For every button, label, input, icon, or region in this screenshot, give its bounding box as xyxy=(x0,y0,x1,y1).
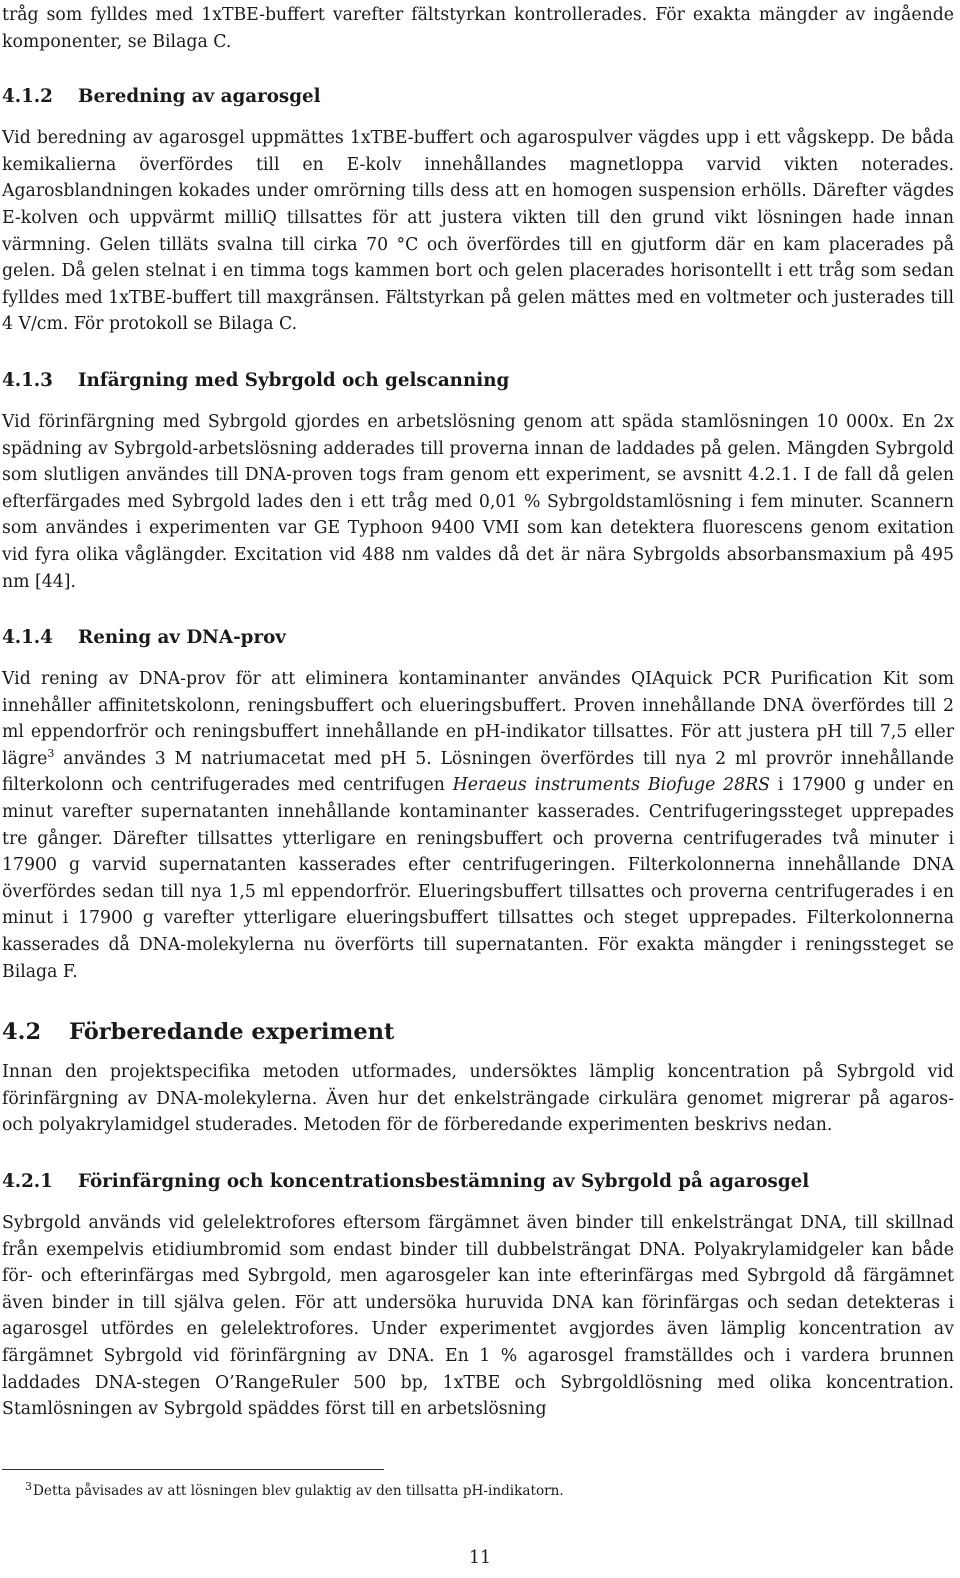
section-number: 4.1.2 xyxy=(2,86,53,108)
section-body-4-2-1: Sybrgold används vid gelelektrofores eftersom färgämnet även binder till enkelsträngat DNA, till skillnad från exempelvis etidiumbromid som endast binder till dubbelsträngat DNA. Polyakrylamidgeler kan både för- och efterinfärgas med Sybrgold, men agarosgeler kan inte efterinfärgas med Sybrgold då färgämnet även binder in till själva gelen. För att undersöka huruvida DNA kan förinfärgas och sedan detekteras i agarosgel utfördes en gelelektrofores. Under experimentet avgjordes även lämplig koncentration av färgämnet Sybrgold vid förinfärgning av DNA. En 1 % agarosgel framställdes och i vardera brunnen laddades DNA-stegen O’RangeRuler 500 bp, 1xTBE och Sybrgoldlösning med olika koncentration. Stamlösningen av Sybrgold späddes först till en arbetslösning xyxy=(2,1213,954,1420)
footnote-text: Detta påvisades av att lösningen blev gulaktig av den tillsatta pH-indikatorn. xyxy=(33,1483,564,1499)
footnote xyxy=(25,1477,564,1501)
document-page xyxy=(2,0,954,1423)
section-number: 4.1.3 xyxy=(2,369,53,391)
section-title: Rening av DNA-prov xyxy=(78,627,286,649)
section-body-4-1-3: Vid förinfärgning med Sybrgold gjordes en arbetslösning genom att späda stamlösningen 10 000x. En 2x spädning av Sybrgold-arbetslösning adderades till proverna innan de laddades på gelen. Mängden Sybrgold som slutligen användes till DNA-proven togs fram genom ett experiment, se avsnitt 4.2.1. I de fall då gelen efterfärgades med Sybrgold lades den i ett tråg med 0,01 % Sybrgoldstamlösning i fem minuter. Scannern som användes i experimenten var GE Typhoon 9400 VMI som kan detektera fluorescens genom exitation vid fyra olika våglängder. Excitation vid 488 nm valdes då det är nära Sybrgolds absorbansmaxium på 495 nm [44]. xyxy=(2,411,954,592)
section-title: Förberedande experiment xyxy=(69,1019,395,1046)
section-heading-4-1-2 xyxy=(2,84,954,110)
footnote-marker: 3 xyxy=(47,746,55,760)
section-body-4-2: Innan den projektspecifika metoden utformades, undersöktes lämplig koncentration på Sybrgold vid förinfärgning av DNA-molekylerna. Även hur det enkelsträngade cirkulära genomet migrerar på agaros- och polyakrylamidgel studerades. Metoden för de förberedande experimenten beskrivs nedan. xyxy=(2,1062,954,1136)
section-heading-4-1-3 xyxy=(2,368,954,394)
body-text: i 17900 g under en minut varefter supernatanten innehållande kontaminanter kasserades. Centrifugeringssteget upprepades tre gånger. Därefter tillsattes ytterligare en reningsbuffert och proverna centrifugerades två minuter i 17900 g varvid supernatanten kasserades efter centrifugeringen. Filterkolonnerna innehållande DNA överfördes sedan till nya 1,5 ml eppendorfrör. Elueringsbuffert tillsattes och proverna centrifugerades i en minut i 17900 g varefter ytterligare elueringsbuffert tillsattes och steget upprepades. Filterkolonnerna kasserades då DNA-molekylerna nu överförts till supernatanten. För exakta mängder i reningssteget se Bilaga F. xyxy=(2,775,954,982)
section-number: 4.2.1 xyxy=(2,1171,53,1192)
intro-paragraph: tråg som fylldes med 1xTBE-buffert varefter fältstyrkan kontrollerades. För exakta mängder av ingående komponenter, se Bilaga C. xyxy=(2,5,954,52)
footnote-mark: 3 xyxy=(25,1480,32,1493)
body-text: användes 3 M natriumacetat med pH 5. Lösningen överfördes till nya 2 ml provrör innehållande filterkolonn och centrifugerades med centrifugen xyxy=(2,748,954,796)
instrument-name: Heraeus instruments Biofuge 28RS xyxy=(452,775,771,796)
page-number: 11 xyxy=(469,1548,491,1568)
section-heading-4-2-1 xyxy=(2,1169,954,1195)
body-text: Vid rening av DNA-prov för att eliminera kontaminanter användes QIAquick PCR Purification Kit som innehåller affinitetskolonn, reningsbuffert och elueringsbuffert. Proven innehållande DNA överfördes till 2 ml eppendorfrör och reningsbuffert innehållande en pH-indikator tillsattes. För att justera pH till 7,5 eller lägre xyxy=(2,669,954,769)
section-body-4-1-4 xyxy=(2,666,954,985)
section-number: 4.2 xyxy=(2,1019,42,1046)
section-title: Förinfärgning och koncentrationsbestämning av Sybrgold på agarosgel xyxy=(78,1171,810,1192)
section-title: Beredning av agarosgel xyxy=(78,86,321,108)
section-heading-4-2 xyxy=(2,1017,954,1047)
footnote-rule xyxy=(2,1469,384,1470)
section-body-4-1-2: Vid beredning av agarosgel uppmättes 1xTBE-buffert och agarospulver vägdes upp i ett vågskepp. De båda kemikalierna överfördes till en E-kolv innehållandes magnetloppa varvid vikten noterades. Agarosblandningen kokades under omrörning tills dess att en homogen suspension erhölls. Därefter vägdes E-kolven och uppvärmt milliQ tillsattes för att justera vikten till den grund vikt lösningen hade innan värmning. Gelen tilläts svalna till cirka 70 °C och överfördes till en gjutform där en kam placerades på gelen. Då gelen stelnat i en timma togs kammen bort och gelen placerades horisontellt i ett tråg som sedan fylldes med 1xTBE-buffert till maxgränsen. Fältstyrkan på gelen mättes med en voltmeter och justerades till 4 V/cm. För protokoll se Bilaga C. xyxy=(2,128,954,335)
section-title: Infärgning med Sybrgold och gelscanning xyxy=(78,369,510,391)
section-heading-4-1-4 xyxy=(2,625,954,651)
section-number: 4.1.4 xyxy=(2,627,53,649)
